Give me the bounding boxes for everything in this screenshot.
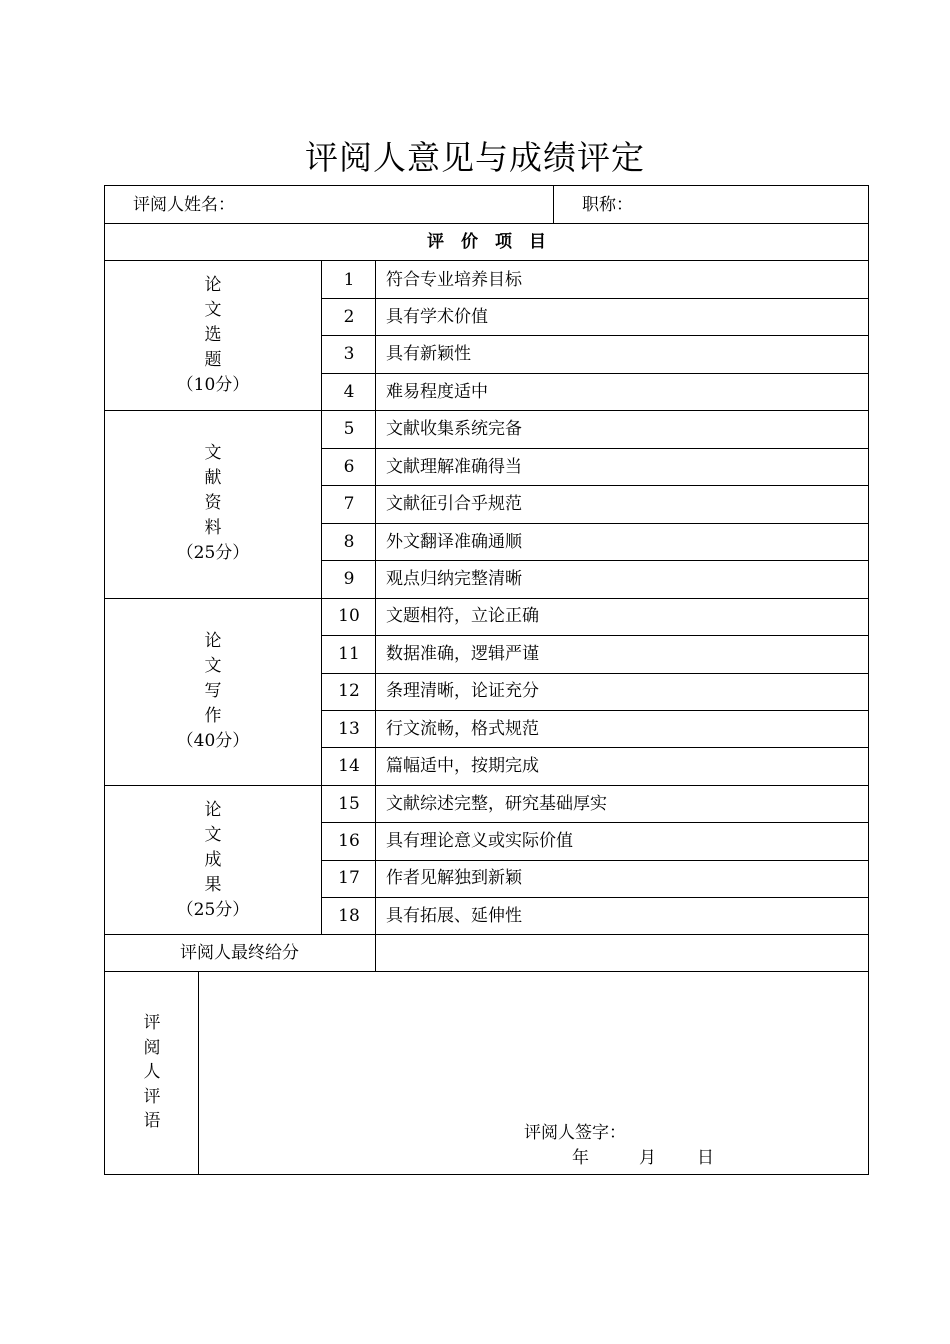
category-writing <box>105 629 321 754</box>
comment-label-char: 阅 <box>143 1037 161 1058</box>
category-results <box>105 798 321 923</box>
category-char: 成 <box>204 850 222 870</box>
category-char: 文 <box>204 300 222 320</box>
category-char: 论 <box>204 631 222 651</box>
item-text: 篇幅适中，按期完成 <box>386 756 539 776</box>
item-number: 5 <box>343 419 355 439</box>
date-month: 月 <box>639 1148 656 1168</box>
item-text: 具有学术价值 <box>386 307 488 327</box>
item-number: 12 <box>338 681 360 701</box>
item-number: 6 <box>343 457 355 477</box>
row-divider <box>321 560 869 561</box>
category-char: 作 <box>204 706 222 726</box>
category-char: 资 <box>204 493 222 513</box>
item-number: 7 <box>343 494 355 514</box>
item-number: 13 <box>338 719 360 739</box>
item-number: 2 <box>343 307 355 327</box>
item-number: 16 <box>338 831 360 851</box>
item-text: 条理清晰，论证充分 <box>386 681 539 701</box>
row-divider <box>104 223 869 224</box>
row-divider <box>104 410 869 411</box>
column-divider <box>321 260 322 934</box>
section-header: 评 价 项 目 <box>427 232 546 252</box>
row-divider <box>321 335 869 336</box>
category-char: 题 <box>204 350 222 370</box>
category-char: 果 <box>204 875 222 895</box>
column-divider <box>375 260 376 971</box>
page-title: 评阅人意见与成绩评定 <box>305 138 645 177</box>
reviewer-rank-label: 职称： <box>582 195 633 215</box>
category-char: 文 <box>204 656 222 676</box>
reviewer-name-label: 评阅人姓名： <box>133 195 235 215</box>
category-char: 料 <box>204 518 222 538</box>
row-divider <box>321 298 869 299</box>
item-number: 15 <box>338 794 360 814</box>
item-text: 外文翻译准确通顺 <box>386 532 522 552</box>
row-divider <box>321 523 869 524</box>
row-divider <box>321 897 869 898</box>
item-text: 数据准确，逻辑严谨 <box>386 644 539 664</box>
category-char: 献 <box>204 468 222 488</box>
row-divider <box>321 448 869 449</box>
category-char: 论 <box>204 800 222 820</box>
item-text: 观点归纳完整清晰 <box>386 569 522 589</box>
category-char: 写 <box>204 681 222 701</box>
item-number: 1 <box>343 270 355 290</box>
item-text: 文献收集系统完备 <box>386 419 522 439</box>
row-divider <box>321 822 869 823</box>
category-score: （40分） <box>176 731 250 751</box>
comment-label-char: 人 <box>143 1062 161 1082</box>
item-text: 具有新颖性 <box>386 344 471 364</box>
category-score: （10分） <box>176 375 250 395</box>
comment-label-char: 评 <box>143 1086 161 1107</box>
final-score-label: 评阅人最终给分 <box>180 943 299 963</box>
item-number: 10 <box>338 606 360 626</box>
item-number: 8 <box>343 532 355 552</box>
item-text: 难易程度适中 <box>386 382 488 402</box>
item-number: 4 <box>343 382 355 402</box>
row-divider <box>321 747 869 748</box>
item-text: 具有理论意义或实际价值 <box>386 831 573 851</box>
item-number: 18 <box>338 906 360 926</box>
item-text: 文献理解准确得当 <box>386 457 522 477</box>
item-text: 文献征引合乎规范 <box>386 494 522 514</box>
date-year: 年 <box>572 1148 589 1168</box>
row-divider <box>104 785 869 786</box>
item-text: 文题相符，立论正确 <box>386 606 539 626</box>
item-number: 9 <box>343 569 355 589</box>
item-number: 17 <box>338 868 360 888</box>
category-score: （25分） <box>176 900 250 920</box>
comment-label-char: 语 <box>143 1111 161 1131</box>
item-text: 具有拓展、延伸性 <box>386 906 522 926</box>
row-divider <box>321 485 869 486</box>
category-char: 文 <box>204 825 222 845</box>
column-divider <box>553 185 554 223</box>
comment-label-char: 评 <box>143 1013 161 1033</box>
item-number: 3 <box>343 344 355 364</box>
item-number: 14 <box>338 756 360 776</box>
category-literature <box>105 441 321 566</box>
row-divider <box>321 373 869 374</box>
category-char: 选 <box>204 325 222 345</box>
row-divider <box>321 860 869 861</box>
item-text: 符合专业培养目标 <box>386 270 522 290</box>
item-text: 行文流畅，格式规范 <box>386 719 539 739</box>
category-topic <box>105 273 321 398</box>
row-divider <box>321 673 869 674</box>
category-score: （25分） <box>176 543 250 563</box>
date-day: 日 <box>697 1148 714 1168</box>
row-divider <box>104 598 869 599</box>
category-char: 文 <box>204 443 222 463</box>
row-divider <box>104 260 869 261</box>
row-divider <box>321 710 869 711</box>
comment-label <box>105 1011 199 1134</box>
final-score-field[interactable] <box>376 935 868 971</box>
row-divider <box>321 635 869 636</box>
item-text: 作者见解独到新颖 <box>386 868 522 888</box>
item-number: 11 <box>338 644 360 664</box>
category-char: 论 <box>204 275 222 295</box>
signature-label: 评阅人签字： <box>524 1123 626 1143</box>
item-text: 文献综述完整，研究基础厚实 <box>386 794 607 814</box>
